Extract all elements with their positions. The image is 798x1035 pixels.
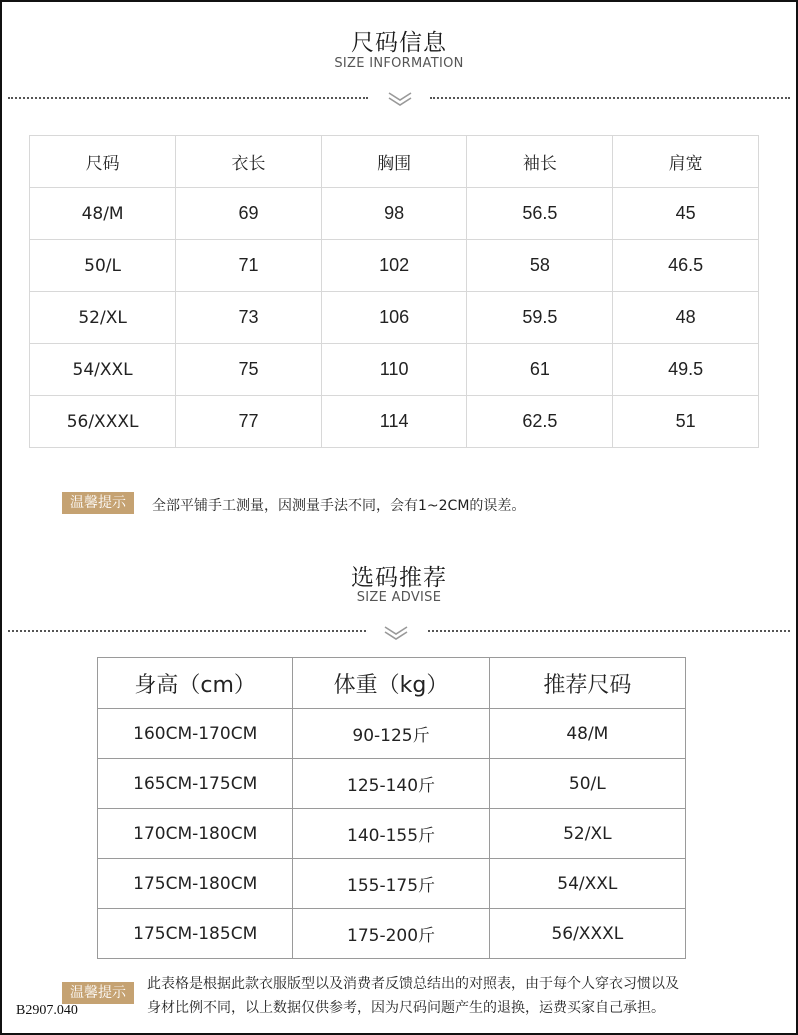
table-cell: 59.5 [467, 292, 613, 344]
table-cell: 49.5 [613, 344, 759, 396]
table-cell: 75 [176, 344, 322, 396]
table-header-row [30, 136, 759, 188]
table-cell: 73 [176, 292, 322, 344]
table-row [30, 188, 759, 240]
table-cell: 77 [176, 396, 322, 448]
table-row [30, 292, 759, 344]
size-info-title: 尺码信息 [351, 30, 447, 56]
table-row [98, 709, 686, 759]
recommended-size-cell: 54/XXL [489, 859, 685, 909]
table-row [98, 859, 686, 909]
tip-text: 全部平铺手工测量，因测量手法不同，会有1~2CM的误差。 [152, 498, 526, 514]
header-cell: 身高（cm） [98, 658, 293, 709]
height-cell: 170CM-180CM [98, 809, 293, 859]
size-cell: 56/XXXL [30, 396, 176, 448]
tip-badge: 温馨提示 [62, 982, 134, 1004]
height-cell: 175CM-185CM [98, 909, 293, 959]
recommended-size-cell: 56/XXXL [489, 909, 685, 959]
header-cell: 尺码 [30, 136, 176, 188]
table-cell: 69 [176, 188, 322, 240]
table-row [98, 909, 686, 959]
dotted-divider-right [430, 97, 790, 99]
table-cell: 45 [613, 188, 759, 240]
size-advise-table [97, 657, 686, 959]
size-cell: 50/L [30, 240, 176, 292]
table-cell: 58 [467, 240, 613, 292]
height-cell: 165CM-175CM [98, 759, 293, 809]
weight-cell: 125-140斤 [293, 759, 489, 809]
product-code: B2907.040 [16, 1003, 78, 1018]
size-info-subtitle: SIZE INFORMATION [334, 56, 464, 71]
size-advise-title: 选码推荐 [351, 565, 447, 591]
table-cell: 62.5 [467, 396, 613, 448]
table-cell: 46.5 [613, 240, 759, 292]
size-cell: 52/XL [30, 292, 176, 344]
weight-cell: 140-155斤 [293, 809, 489, 859]
header-cell: 袖长 [467, 136, 613, 188]
size-advise-subtitle: SIZE ADVISE [356, 590, 442, 605]
tip-line: 身材比例不同，以上数据仅供参考，因为尺码问题产生的退换，运费买家自己承担。 [147, 1000, 665, 1016]
dotted-divider-right [428, 630, 790, 632]
table-cell: 102 [321, 240, 467, 292]
table-cell: 48 [613, 292, 759, 344]
table-cell: 56.5 [467, 188, 613, 240]
header-cell: 推荐尺码 [489, 658, 685, 709]
dotted-divider-left [8, 97, 368, 99]
weight-cell: 175-200斤 [293, 909, 489, 959]
table-cell: 71 [176, 240, 322, 292]
table-row [30, 240, 759, 292]
tip-text [147, 972, 787, 1020]
height-cell: 175CM-180CM [98, 859, 293, 909]
header-cell: 衣长 [176, 136, 322, 188]
table-cell: 114 [321, 396, 467, 448]
chevron-down-icon [386, 90, 414, 106]
table-row [30, 344, 759, 396]
header-cell: 肩宽 [613, 136, 759, 188]
table-cell: 110 [321, 344, 467, 396]
table-row [30, 396, 759, 448]
tip-badge: 温馨提示 [62, 492, 134, 514]
weight-cell: 155-175斤 [293, 859, 489, 909]
size-info-table [29, 135, 759, 448]
height-cell: 160CM-170CM [98, 709, 293, 759]
table-cell: 51 [613, 396, 759, 448]
header-cell: 体重（kg） [293, 658, 489, 709]
tip-line: 此表格是根据此款衣服版型以及消费者反馈总结出的对照表，由于每个人穿衣习惯以及 [147, 976, 679, 992]
table-header-row [98, 658, 686, 709]
table-cell: 98 [321, 188, 467, 240]
weight-cell: 90-125斤 [293, 709, 489, 759]
dotted-divider-left [8, 630, 366, 632]
size-cell: 48/M [30, 188, 176, 240]
table-row [98, 759, 686, 809]
size-cell: 54/XXL [30, 344, 176, 396]
header-cell: 胸围 [321, 136, 467, 188]
chevron-down-icon [382, 624, 410, 640]
recommended-size-cell: 48/M [489, 709, 685, 759]
table-cell: 106 [321, 292, 467, 344]
table-cell: 61 [467, 344, 613, 396]
table-row [98, 809, 686, 859]
recommended-size-cell: 52/XL [489, 809, 685, 859]
recommended-size-cell: 50/L [489, 759, 685, 809]
